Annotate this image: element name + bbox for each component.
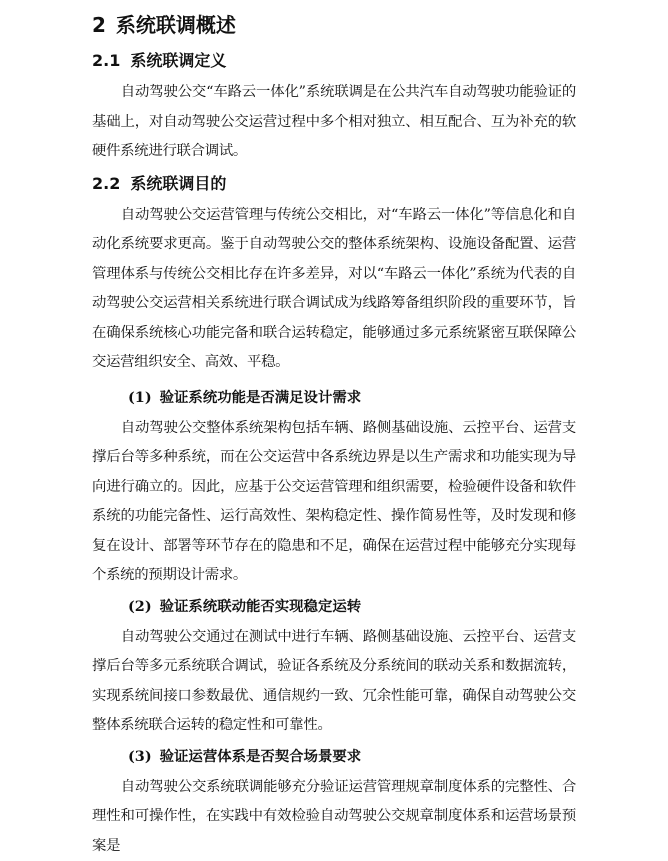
subsection-heading-2-1 <box>92 44 576 78</box>
section-heading <box>92 2 576 44</box>
item-heading-2 <box>92 591 576 623</box>
item-number: (1) <box>128 382 152 414</box>
paragraph-purpose: 自动驾驶公交运营管理与传统公交相比，对“车路云一体化”等信息化和自动化系统要求更高。鉴于自动驾驶公交的整体系统架构、设施设备配置、运营管理体系与传统公交相比存在许多差异，对以“车路云一体化”系统为代表的自动驾驶公交运营相关系统进行联合调试成为线路筹备组织阶段的重要环节，旨在确保系统核心功能完备和联合运转稳定，能够通过多元系统紧密互联保障公交运营组织安全、高效、平稳。 <box>92 201 576 378</box>
item-number: (3) <box>128 741 152 773</box>
paragraph-item-3: 自动驾驶公交系统联调能够充分验证运营管理规章制度体系的完整性、合理性和可操作性，在实践中有效检验自动驾驶公交规章制度体系和运营场景预案是 <box>92 773 576 861</box>
item-heading-3 <box>92 741 576 773</box>
item-title: 验证系统联动能否实现稳定运转 <box>160 598 361 615</box>
subsection-number: 2.2 <box>92 167 120 201</box>
section-title: 系统联调概述 <box>116 13 236 37</box>
subsection-heading-2-2 <box>92 167 576 201</box>
item-title: 验证系统功能是否满足设计需求 <box>160 389 361 406</box>
paragraph-item-1: 自动驾驶公交整体系统架构包括车辆、路侧基础设施、云控平台、运营支撑后台等多种系统，而在公交运营中各系统边界是以生产需求和功能实现为导向进行确立的。因此，应基于公交运营管理和组织需要，检验硬件设备和软件系统的功能完备性、运行高效性、架构稳定性、操作简易性等，及时发现和修复在设计、部署等环节存在的隐患和不足，确保在运营过程中能够充分实现每个系统的预期设计需求。 <box>92 414 576 591</box>
paragraph-item-2: 自动驾驶公交通过在测试中进行车辆、路侧基础设施、云控平台、运营支撑后台等多元系统联合调试，验证各系统及分系统间的联动关系和数据流转，实现系统间接口参数最优、通信规约一致、冗余性能可靠，确保自动驾驶公交整体系统联合运转的稳定性和可靠性。 <box>92 623 576 741</box>
item-heading-1 <box>92 382 576 414</box>
subsection-number: 2.1 <box>92 44 120 78</box>
item-number: (2) <box>128 591 152 623</box>
item-title: 验证运营体系是否契合场景要求 <box>160 748 361 765</box>
paragraph-definition: 自动驾驶公交“车路云一体化”系统联调是在公共汽车自动驾驶功能验证的基础上，对自动驾驶公交运营过程中多个相对独立、相互配合、互为补充的软硬件系统进行联合调试。 <box>92 78 576 167</box>
section-number: 2 <box>92 6 106 44</box>
subsection-title: 系统联调目的 <box>130 174 226 193</box>
subsection-title: 系统联调定义 <box>130 51 226 70</box>
